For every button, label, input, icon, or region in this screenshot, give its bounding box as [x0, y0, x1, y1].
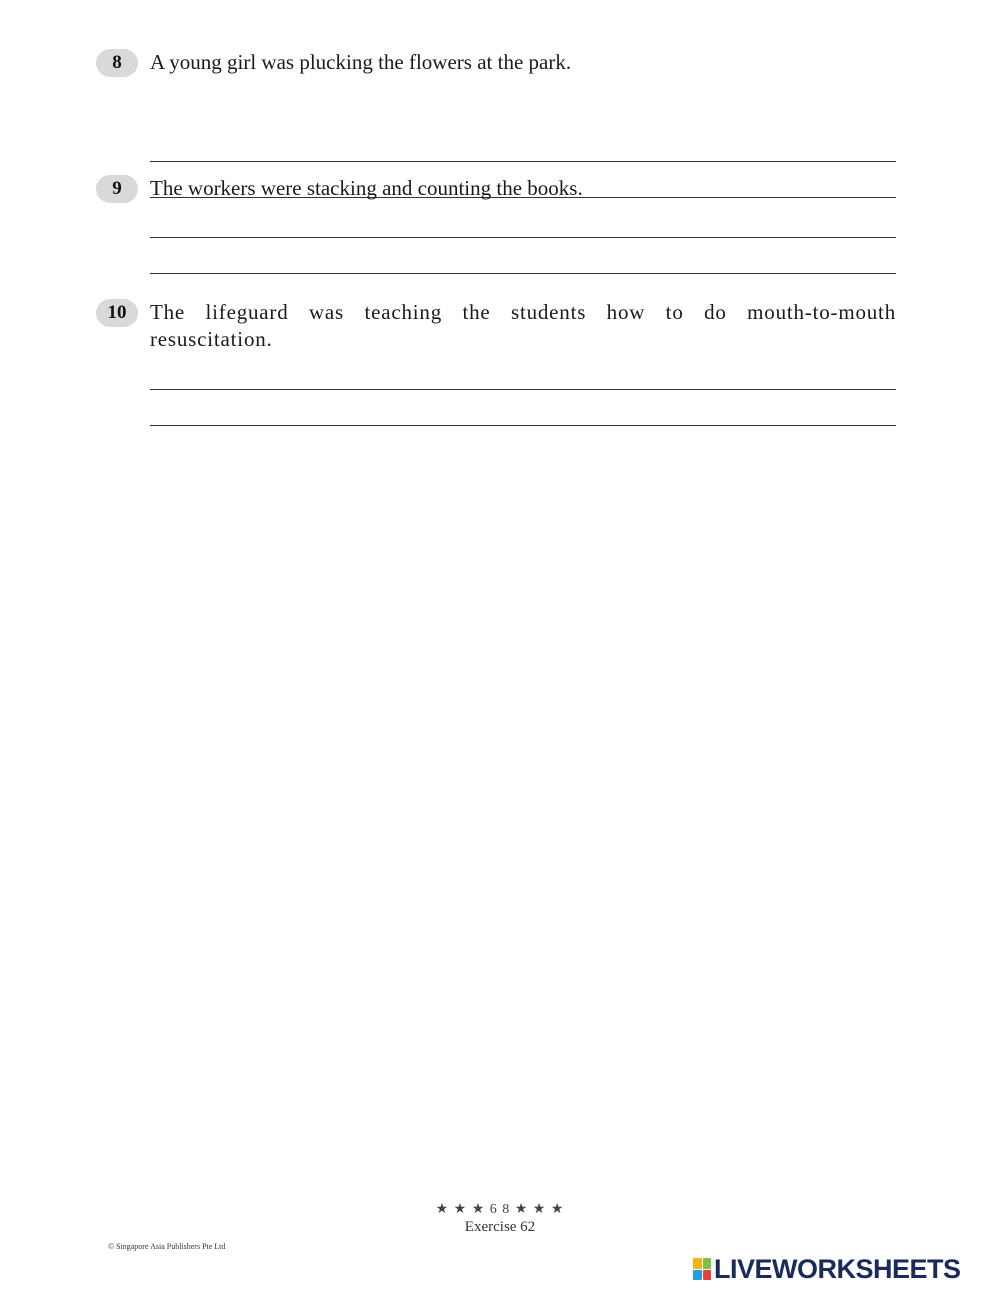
- question-10: [96, 299, 896, 434]
- brand-name: LIVEWORKSHEETS: [714, 1253, 961, 1284]
- liveworksheets-mark-icon: [693, 1258, 711, 1280]
- answer-input-9b[interactable]: [150, 248, 896, 274]
- page-number: ★ ★ ★ 6 8 ★ ★ ★: [435, 1202, 565, 1217]
- logo-tile: [693, 1270, 702, 1281]
- question-number-badge: 9: [96, 175, 138, 203]
- logo-tile: [693, 1258, 702, 1269]
- question-8: [96, 49, 896, 159]
- answer-input-9a[interactable]: [150, 212, 896, 238]
- liveworksheets-logo: [693, 1254, 961, 1284]
- question-9: [96, 175, 896, 285]
- question-number-badge: 10: [96, 299, 138, 327]
- answer-input-10a[interactable]: [150, 364, 896, 390]
- question-number-badge: 8: [96, 49, 138, 77]
- question-text: The lifeguard was teaching the students how to do mouth-to-mouth resuscitation.: [150, 300, 896, 351]
- question-text: The workers were stacking and counting the books.: [150, 176, 583, 200]
- logo-tile: [703, 1270, 712, 1281]
- answer-input-10b[interactable]: [150, 400, 896, 426]
- exercise-label: Exercise 62: [464, 1219, 536, 1235]
- answer-input-8a[interactable]: [150, 136, 896, 162]
- logo-tile: [703, 1258, 712, 1269]
- question-text: A young girl was plucking the flowers at the park.: [150, 50, 572, 74]
- copyright-notice: © Singapore Asia Publishers Pte Ltd: [108, 1242, 226, 1251]
